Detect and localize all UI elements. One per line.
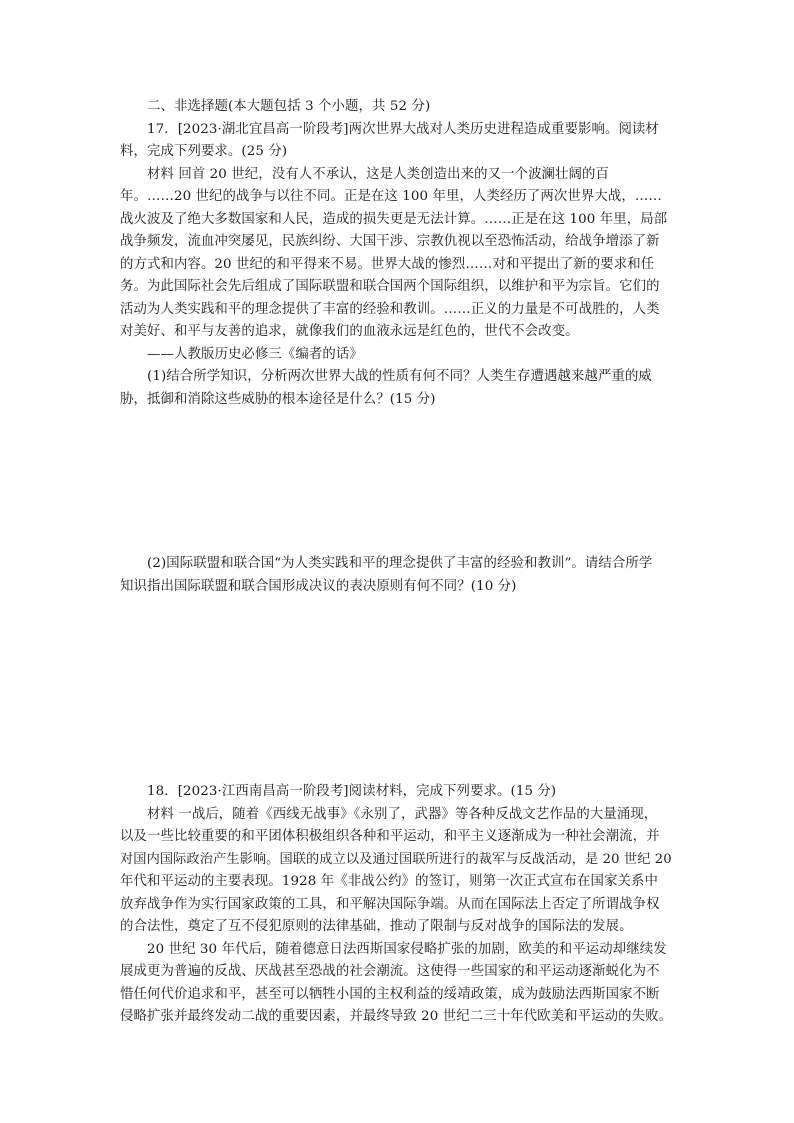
question-17-stem [120, 119, 676, 164]
section-heading: 二、非选择题(本大题包括 3 个小题，共 52 分) [147, 99, 431, 114]
material-line: 战火波及了绝大多数国家和人民，造成的损失更是无法计算。……正是在这 100 年里，局部 [120, 211, 668, 227]
sub-question-1-line-1: (1)结合所学知识，分析两次世界大战的性质有何不同？人类生存遭遇越来越严重的威 [147, 369, 652, 384]
answer-space-1[interactable] [120, 412, 676, 552]
question-17-line-1: 17．[2023·湖北宜昌高一阶段考]两次世界大战对人类历史进程造成重要影响。阅读材 [147, 121, 659, 137]
material-line: 展成更为普遍的反战、厌战甚至恐战的社会潮流。这使得一些国家的和平运动逐渐蜕化为不 [120, 964, 660, 979]
material-line: 对美好、和平与友善的追求，就像我们的血液永远是红色的，世代不会改变。 [120, 324, 579, 339]
question-18-stem [120, 781, 676, 804]
material-line: 材料 一战后，随着《西线无战事》《永别了，武器》等各种反战文艺作品的大量涌现， [147, 806, 658, 822]
material-line: 年代和平运动的主要表现。1928 年《非战公约》的签订，则第一次正式宣布在国家关系中 [120, 874, 658, 889]
section-heading-block [120, 96, 676, 119]
material-line: 战争频发，流血冲突屡见，民族纠纷、大国干涉、宗教仇视以至恐怖活动，给战争增添了新 [120, 234, 660, 249]
sub-question-2-line-1: (2)国际联盟和联合国“为人类实践和平的理念提供了丰富的经验和教训”。请结合所学 [147, 556, 653, 571]
question-18-material-para-1 [120, 804, 676, 939]
question-17-line-2: 料，完成下列要求。(25 分) [120, 144, 288, 159]
question-18-line-1: 18．[2023·江西南昌高一阶段考]阅读材料，完成下列要求。(15 分) [147, 784, 557, 799]
material-line: 的合法性，奠定了互不侵犯原则的法律基础，推动了限制与反对战争的国际法的发展。 [120, 919, 633, 934]
material-line: 以及一些比较重要的和平团体积极组织各种和平运动，和平主义逐渐成为一种社会潮流，并 [120, 829, 660, 844]
material-line: 20 世纪 30 年代后，随着德意日法西斯国家侵略扩张的加剧，欧美的和平运动却继续发 [147, 941, 667, 957]
question-17-sub-2 [120, 553, 676, 598]
material-source: ——人教版历史必修三《编者的话》 [147, 346, 363, 362]
material-line: 侵略扩张并最终发动二战的重要因素，并最终导致 20 世纪二三十年代欧美和平运动的失败。 [120, 1009, 673, 1024]
material-line: 务。为此国际社会先后组成了国际联盟和联合国两个国际组织，以维护和平为宗旨。它们的 [120, 279, 660, 294]
answer-space-2[interactable] [120, 600, 676, 780]
material-line: 的方式和内容。20 世纪的和平得来不易。世界大战的惨烈……对和平提出了新的要求和任 [120, 256, 655, 272]
question-18-material-para-2 [120, 939, 676, 1029]
material-line: 放弃战争作为实行国家政策的工具，和平解决国际争端。从而在国际法上否定了所谓战争权 [120, 896, 660, 912]
sub-question-1-line-2: 胁，抵御和消除这些威胁的根本途径是什么？(15 分) [120, 391, 436, 407]
material-line: 材料 回首 20 世纪，没有人不承认，这是人类创造出来的又一个波澜壮阔的百 [147, 166, 610, 182]
material-line: 活动为人类实践和平的理念提供了丰富的经验和教训。……正义的力量是不可战胜的，人类 [120, 301, 660, 317]
question-17-material [120, 164, 676, 367]
material-line: 惜任何代价追求和平，甚至可以牺牲小国的主权利益的绥靖政策，成为鼓励法西斯国家不断 [120, 986, 660, 1002]
question-17-sub-1 [120, 366, 676, 411]
sub-question-2-line-2: 知识指出国际联盟和联合国形成决议的表决原则有何不同？(10 分) [120, 578, 517, 594]
material-line: 年。……20 世纪的战争与以往不同。正是在这 100 年里，人类经历了两次世界大战，…… [120, 189, 662, 204]
material-line: 对国内国际政治产生影响。国联的成立以及通过国联所进行的裁军与反战活动，是 20 世纪 20 [120, 851, 672, 867]
